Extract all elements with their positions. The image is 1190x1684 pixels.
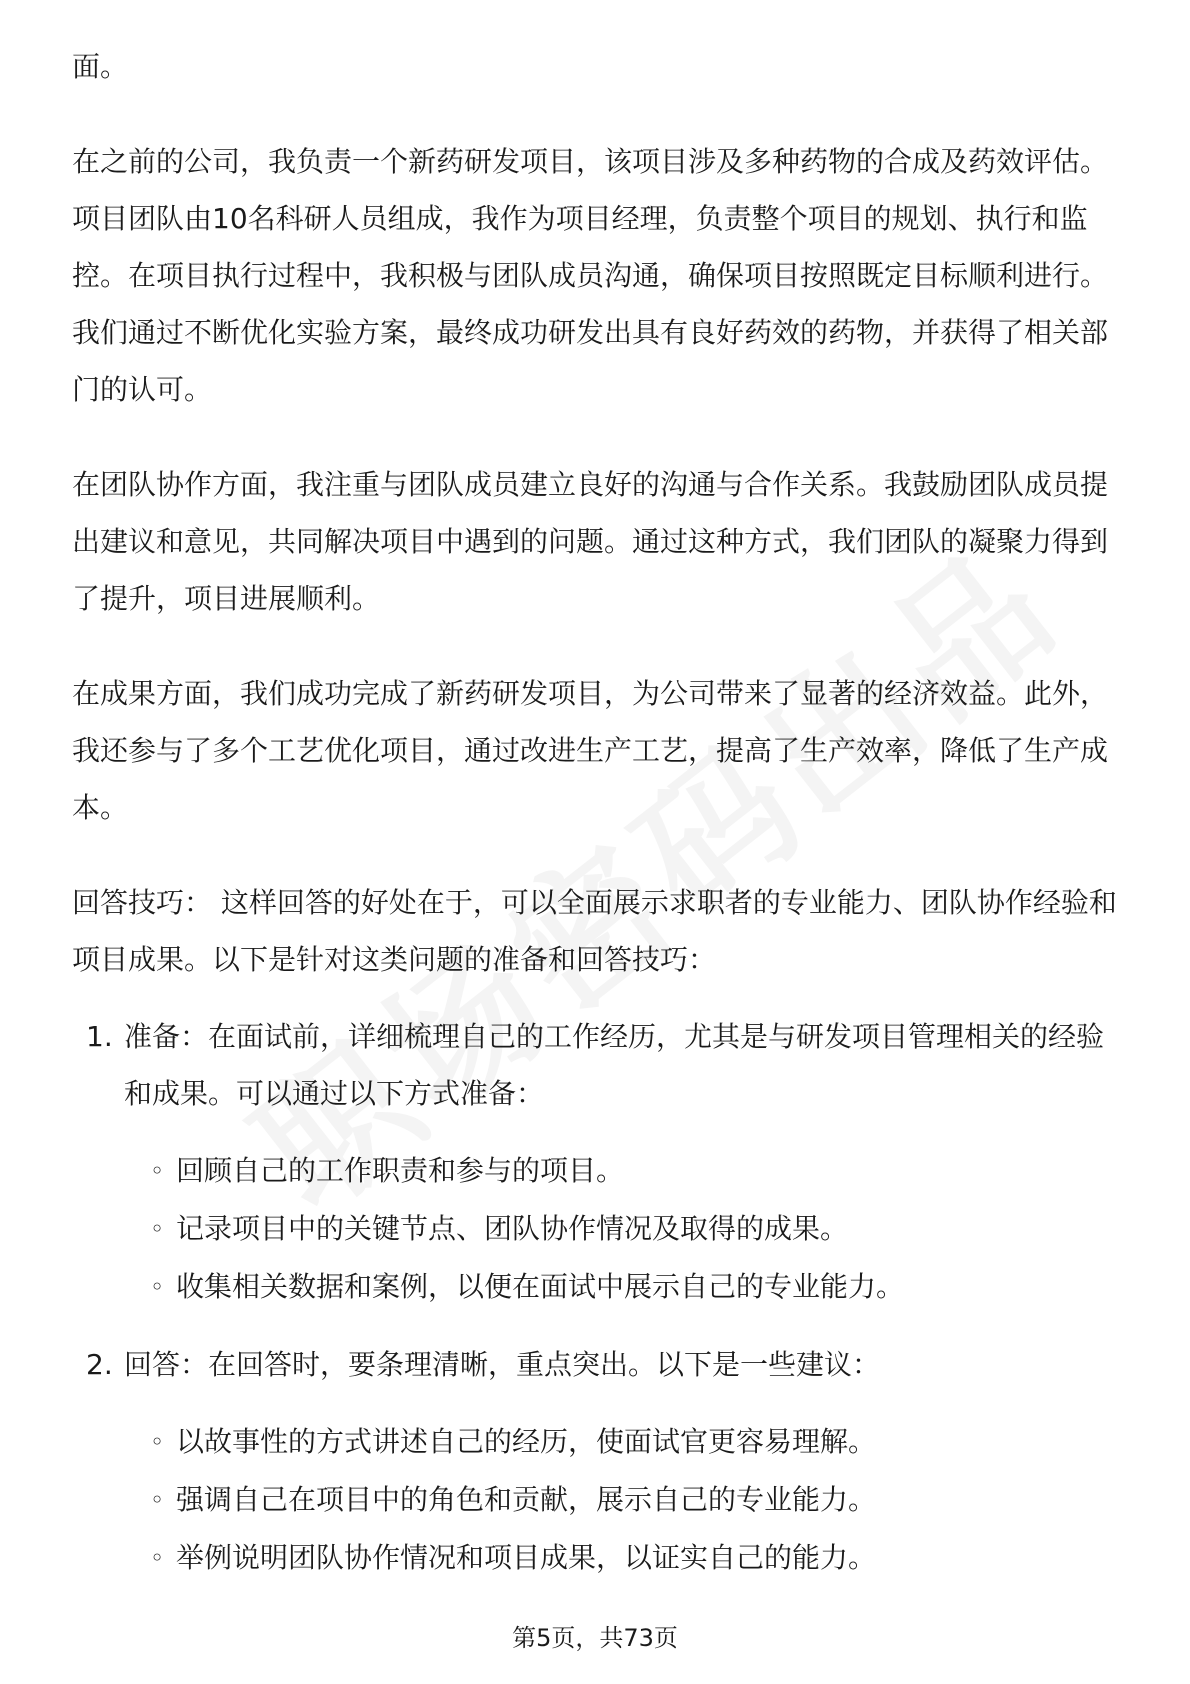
- sub-list: [72, 1413, 1118, 1587]
- bullet-icon: ◦: [150, 1544, 165, 1572]
- bullet-icon: ◦: [150, 1157, 165, 1185]
- sub-list-item: ◦ 强调自己在项目中的角色和贡献，展示自己的专业能力。: [150, 1471, 1118, 1529]
- list-item: [72, 1008, 1118, 1122]
- paragraph-results: 在成果方面，我们成功完成了新药研发项目，为公司带来了显著的经济效益。此外，我还参与了多个工艺优化项目，通过改进生产工艺，提高了生产效率，降低了生产成本。: [72, 677, 1109, 824]
- bullet-icon: ◦: [150, 1486, 165, 1514]
- bullet-icon: ◦: [150, 1428, 165, 1456]
- list-number: 1.: [86, 1020, 113, 1053]
- bullet-icon: ◦: [150, 1273, 165, 1301]
- bullet-icon: ◦: [150, 1215, 165, 1243]
- list-item-text: 回答：在回答时，要条理清晰，重点突出。以下是一些建议：: [124, 1348, 881, 1381]
- paragraph-answer-tips: 回答技巧： 这样回答的好处在于，可以全面展示求职者的专业能力、团队协作经验和项目成果。以下是针对这类问题的准备和回答技巧：: [72, 886, 1117, 976]
- paragraph-project-experience: 在之前的公司，我负责一个新药研发项目，该项目涉及多种药物的合成及药效评估。项目团队由10名科研人员组成，我作为项目经理，负责整个项目的规划、执行和监控。在项目执行过程中，我积极与团队成员沟通，确保项目按照既定目标顺利进行。我们通过不断优化实验方案，最终成功研发出具有良好药效的药物，并获得了相关部门的认可。: [72, 145, 1109, 406]
- sub-list-item: ◦ 收集相关数据和案例，以便在面试中展示自己的专业能力。: [150, 1258, 1118, 1316]
- document-body: [72, 38, 1118, 1587]
- list-number: 2.: [86, 1348, 113, 1381]
- sub-list-item: ◦ 以故事性的方式讲述自己的经历，使面试官更容易理解。: [150, 1413, 1118, 1471]
- sub-list-item: ◦ 举例说明团队协作情况和项目成果，以证实自己的能力。: [150, 1529, 1118, 1587]
- list-item: [72, 1336, 1118, 1393]
- paragraph-teamwork: 在团队协作方面，我注重与团队成员建立良好的沟通与合作关系。我鼓励团队成员提出建议和意见，共同解决项目中遇到的问题。通过这种方式，我们团队的凝聚力得到了提升，项目进展顺利。: [72, 468, 1109, 615]
- page-footer: 第5页，共73页: [512, 1624, 678, 1652]
- paragraph-continuation: 面。: [72, 50, 129, 83]
- list-item-text: 准备：在面试前，详细梳理自己的工作经历，尤其是与研发项目管理相关的经验和成果。可以通过以下方式准备：: [124, 1020, 1105, 1110]
- sub-list-item: ◦ 回顾自己的工作职责和参与的项目。: [150, 1142, 1118, 1200]
- sub-list-item: ◦ 记录项目中的关键节点、团队协作情况及取得的成果。: [150, 1200, 1118, 1258]
- sub-list: [72, 1142, 1118, 1316]
